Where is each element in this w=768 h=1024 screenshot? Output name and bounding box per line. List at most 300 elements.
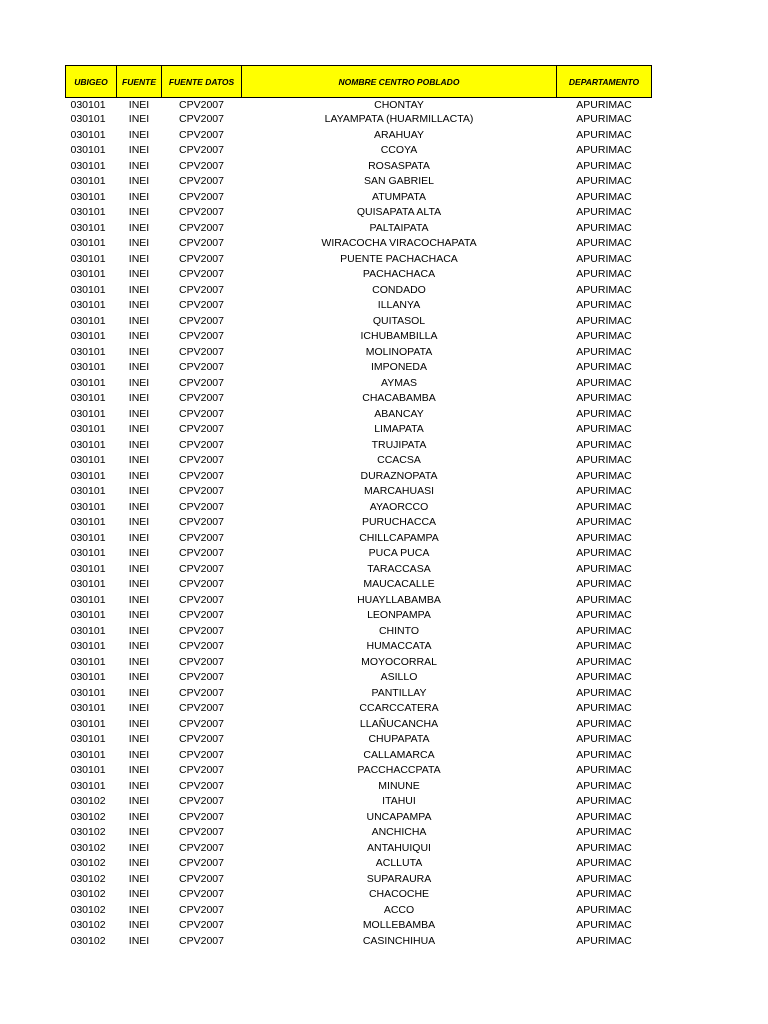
cell-nombre-centro-poblado: ILLANYA <box>377 299 421 311</box>
cell-departamento: APURIMAC <box>576 407 632 420</box>
table-row <box>66 469 652 485</box>
cell-departamento: APURIMAC <box>576 299 632 311</box>
cell-fuente-datos: CPV2007 <box>179 345 224 358</box>
cell-nombre-centro-poblado: HUMACCATA <box>366 640 432 652</box>
cell-departamento: APURIMAC <box>576 841 632 854</box>
cell-ubigeo: 030101 <box>70 237 106 249</box>
cell-ubigeo: 030101 <box>70 144 106 156</box>
cell-fuente-datos: CPV2007 <box>179 500 224 513</box>
cell-nombre-centro-poblado: PANTILLAY <box>371 686 427 699</box>
cell-nombre-centro-poblado: CHINTO <box>378 624 420 637</box>
header-ubigeo: UBIGEO <box>66 66 117 98</box>
table-row <box>66 887 652 903</box>
cell-ubigeo: 030101 <box>70 330 106 342</box>
table-row <box>66 934 652 950</box>
cell-ubigeo: 030102 <box>70 841 106 854</box>
cell-fuente-datos: CPV2007 <box>179 717 224 730</box>
cell-ubigeo: 030101 <box>70 609 106 621</box>
cell-fuente: INEI <box>128 438 150 451</box>
cell-fuente: INEI <box>128 221 150 234</box>
table-row <box>66 453 652 469</box>
cell-departamento: APURIMAC <box>576 795 632 807</box>
cell-departamento: APURIMAC <box>576 113 632 125</box>
cell-fuente: INEI <box>128 345 150 358</box>
cell-ubigeo: 030101 <box>70 252 106 265</box>
table-row <box>66 624 652 640</box>
cell-ubigeo: 030101 <box>70 764 106 776</box>
cell-fuente: INEI <box>128 562 150 575</box>
cell-departamento: APURIMAC <box>576 934 632 947</box>
cell-nombre-centro-poblado: PUCA PUCA <box>368 547 430 559</box>
cell-departamento: APURIMAC <box>576 252 632 265</box>
table-row <box>66 438 652 454</box>
cell-departamento: APURIMAC <box>576 593 632 606</box>
cell-fuente-datos: CPV2007 <box>179 128 224 141</box>
cell-nombre-centro-poblado: IMPONEDA <box>370 361 427 373</box>
cell-nombre-centro-poblado: TARACCASA <box>367 562 431 575</box>
table-row <box>66 515 652 531</box>
table-row <box>66 639 652 655</box>
cell-fuente-datos: CPV2007 <box>179 99 224 111</box>
cell-fuente-datos: CPV2007 <box>179 702 224 714</box>
table-row <box>66 825 652 841</box>
cell-departamento: APURIMAC <box>576 547 632 559</box>
cell-departamento: APURIMAC <box>576 872 632 885</box>
cell-fuente-datos: CPV2007 <box>179 175 224 187</box>
cell-fuente: INEI <box>128 857 150 869</box>
table-row <box>66 484 652 500</box>
cell-ubigeo: 030102 <box>70 826 106 838</box>
cell-departamento: APURIMAC <box>576 516 632 528</box>
cell-ubigeo: 030101 <box>70 221 106 234</box>
cell-nombre-centro-poblado: LLAÑUCANCHA <box>359 717 439 730</box>
cell-fuente-datos: CPV2007 <box>179 516 224 528</box>
cell-ubigeo: 030102 <box>70 810 106 823</box>
table-row <box>66 221 652 237</box>
cell-nombre-centro-poblado: CHUPAPATA <box>368 733 430 745</box>
cell-fuente-datos: CPV2007 <box>179 376 224 389</box>
cell-nombre-centro-poblado: PALTAIPATA <box>369 221 429 234</box>
cell-fuente: INEI <box>128 903 150 916</box>
cell-departamento: APURIMAC <box>576 562 632 575</box>
cell-ubigeo: 030101 <box>70 655 106 668</box>
cell-fuente-datos: CPV2007 <box>179 547 224 559</box>
cell-fuente-datos: CPV2007 <box>179 764 224 776</box>
cell-nombre-centro-poblado: PACHACHACA <box>362 268 436 280</box>
cell-fuente: INEI <box>128 159 150 172</box>
cell-fuente-datos: CPV2007 <box>179 779 224 792</box>
table-row <box>66 903 652 919</box>
cell-nombre-centro-poblado: ATUMPATA <box>371 190 427 203</box>
cell-ubigeo: 030102 <box>70 934 106 947</box>
cell-ubigeo: 030101 <box>70 190 106 203</box>
cell-departamento: APURIMAC <box>576 609 632 621</box>
cell-fuente-datos: CPV2007 <box>179 903 224 916</box>
cell-nombre-centro-poblado: ITAHUI <box>382 795 416 807</box>
cell-fuente: INEI <box>128 578 150 590</box>
cell-fuente-datos: CPV2007 <box>179 578 224 590</box>
cell-ubigeo: 030101 <box>70 438 106 451</box>
cell-departamento: APURIMAC <box>576 423 632 435</box>
table-row <box>66 593 652 609</box>
table-row <box>66 298 652 314</box>
cell-ubigeo: 030101 <box>70 175 106 187</box>
table-row <box>66 190 652 206</box>
cell-fuente-datos: CPV2007 <box>179 144 224 156</box>
cell-ubigeo: 030101 <box>70 283 106 296</box>
cell-departamento: APURIMAC <box>576 903 632 916</box>
cell-ubigeo: 030101 <box>70 99 106 111</box>
cell-fuente: INEI <box>128 361 150 373</box>
cell-departamento: APURIMAC <box>576 469 632 482</box>
cell-nombre-centro-poblado: MOLINOPATA <box>365 345 433 358</box>
header-fuente: FUENTE <box>117 66 162 98</box>
cell-departamento: APURIMAC <box>576 99 632 111</box>
cell-nombre-centro-poblado: MAUCACALLE <box>363 578 435 590</box>
cell-ubigeo: 030101 <box>70 345 106 358</box>
cell-fuente: INEI <box>128 252 150 265</box>
cell-fuente: INEI <box>128 454 150 466</box>
cell-nombre-centro-poblado: DURAZNOPATA <box>360 469 438 482</box>
cell-departamento: APURIMAC <box>576 175 632 187</box>
cell-fuente-datos: CPV2007 <box>179 221 224 234</box>
cell-ubigeo: 030101 <box>70 578 106 590</box>
cell-ubigeo: 030101 <box>70 392 106 404</box>
cell-nombre-centro-poblado: SUPARAURA <box>366 872 432 885</box>
table-row <box>66 128 652 144</box>
header-fuente-datos: FUENTE DATOS <box>162 66 242 98</box>
cell-departamento: APURIMAC <box>576 826 632 838</box>
cell-fuente: INEI <box>128 779 150 792</box>
table-row <box>66 391 652 407</box>
cell-nombre-centro-poblado: MARCAHUASI <box>363 485 434 497</box>
table-row <box>66 314 652 330</box>
cell-departamento: APURIMAC <box>576 237 632 249</box>
cell-fuente-datos: CPV2007 <box>179 748 224 761</box>
cell-ubigeo: 030102 <box>70 795 106 807</box>
cell-departamento: APURIMAC <box>576 686 632 699</box>
cell-fuente-datos: CPV2007 <box>179 888 224 900</box>
cell-fuente-datos: CPV2007 <box>179 314 224 327</box>
cell-ubigeo: 030101 <box>70 717 106 730</box>
table-row <box>66 329 652 345</box>
cell-departamento: APURIMAC <box>576 888 632 900</box>
cell-nombre-centro-poblado: PACCHACCPATA <box>357 764 441 776</box>
cell-fuente: INEI <box>128 609 150 621</box>
cell-departamento: APURIMAC <box>576 919 632 931</box>
table-row <box>66 546 652 562</box>
table-row <box>66 763 652 779</box>
cell-nombre-centro-poblado: ASILLO <box>380 671 418 683</box>
cell-nombre-centro-poblado: ROSASPATA <box>368 159 430 172</box>
cell-fuente-datos: CPV2007 <box>179 826 224 838</box>
cell-fuente-datos: CPV2007 <box>179 733 224 745</box>
cell-nombre-centro-poblado: CALLAMARCA <box>363 748 435 761</box>
cell-fuente: INEI <box>128 888 150 900</box>
cell-departamento: APURIMAC <box>576 733 632 745</box>
cell-departamento: APURIMAC <box>576 717 632 730</box>
cell-fuente: INEI <box>128 531 150 544</box>
cell-fuente: INEI <box>128 810 150 823</box>
cell-fuente-datos: CPV2007 <box>179 237 224 249</box>
table-row <box>66 717 652 733</box>
cell-fuente: INEI <box>128 500 150 513</box>
cell-fuente-datos: CPV2007 <box>179 593 224 606</box>
centros-poblados-table <box>65 65 652 949</box>
cell-ubigeo: 030101 <box>70 640 106 652</box>
cell-fuente-datos: CPV2007 <box>179 686 224 699</box>
cell-fuente-datos: CPV2007 <box>179 423 224 435</box>
cell-fuente: INEI <box>128 376 150 389</box>
cell-fuente: INEI <box>128 485 150 497</box>
table-row <box>66 143 652 159</box>
cell-ubigeo: 030101 <box>70 407 106 420</box>
cell-fuente-datos: CPV2007 <box>179 454 224 466</box>
cell-fuente: INEI <box>128 190 150 203</box>
cell-fuente-datos: CPV2007 <box>179 795 224 807</box>
cell-fuente: INEI <box>128 934 150 947</box>
cell-nombre-centro-poblado: HUAYLLABAMBA <box>357 593 441 606</box>
cell-fuente-datos: CPV2007 <box>179 159 224 172</box>
cell-fuente: INEI <box>128 547 150 559</box>
table-row <box>66 500 652 516</box>
cell-ubigeo: 030101 <box>70 702 106 714</box>
cell-nombre-centro-poblado: CHILLCAPAMPA <box>359 531 439 544</box>
cell-nombre-centro-poblado: CHONTAY <box>374 99 424 111</box>
cell-nombre-centro-poblado: ACLLUTA <box>375 857 423 869</box>
table-row <box>66 345 652 361</box>
cell-fuente: INEI <box>128 283 150 296</box>
cell-nombre-centro-poblado: MOLLEBAMBA <box>362 919 436 931</box>
cell-fuente-datos: CPV2007 <box>179 252 224 265</box>
cell-nombre-centro-poblado: PUENTE PACHACHACA <box>340 252 458 265</box>
cell-departamento: APURIMAC <box>576 221 632 234</box>
cell-departamento: APURIMAC <box>576 314 632 327</box>
cell-fuente: INEI <box>128 237 150 249</box>
cell-fuente: INEI <box>128 99 150 111</box>
cell-fuente-datos: CPV2007 <box>179 934 224 947</box>
cell-fuente: INEI <box>128 407 150 420</box>
cell-departamento: APURIMAC <box>576 810 632 823</box>
cell-departamento: APURIMAC <box>576 764 632 776</box>
table-row <box>66 407 652 423</box>
table-row <box>66 360 652 376</box>
cell-fuente: INEI <box>128 299 150 311</box>
cell-fuente: INEI <box>128 206 150 218</box>
cell-departamento: APURIMAC <box>576 531 632 544</box>
table-row <box>66 422 652 438</box>
table-row <box>66 267 652 283</box>
cell-departamento: APURIMAC <box>576 500 632 513</box>
cell-fuente-datos: CPV2007 <box>179 438 224 451</box>
cell-ubigeo: 030101 <box>70 113 106 125</box>
cell-ubigeo: 030101 <box>70 531 106 544</box>
cell-fuente-datos: CPV2007 <box>179 872 224 885</box>
cell-fuente-datos: CPV2007 <box>179 841 224 854</box>
cell-departamento: APURIMAC <box>576 748 632 761</box>
cell-fuente-datos: CPV2007 <box>179 624 224 637</box>
cell-ubigeo: 030101 <box>70 779 106 792</box>
cell-departamento: APURIMAC <box>576 624 632 637</box>
cell-fuente-datos: CPV2007 <box>179 531 224 544</box>
cell-fuente-datos: CPV2007 <box>179 469 224 482</box>
cell-fuente-datos: CPV2007 <box>179 190 224 203</box>
cell-ubigeo: 030101 <box>70 454 106 466</box>
cell-fuente-datos: CPV2007 <box>179 655 224 668</box>
cell-fuente: INEI <box>128 655 150 668</box>
cell-departamento: APURIMAC <box>576 485 632 497</box>
cell-fuente: INEI <box>128 175 150 187</box>
cell-fuente: INEI <box>128 640 150 652</box>
cell-departamento: APURIMAC <box>576 779 632 792</box>
cell-departamento: APURIMAC <box>576 376 632 389</box>
cell-ubigeo: 030101 <box>70 686 106 699</box>
header-departamento: DEPARTAMENTO <box>557 66 652 98</box>
cell-fuente-datos: CPV2007 <box>179 640 224 652</box>
cell-departamento: APURIMAC <box>576 671 632 683</box>
cell-fuente: INEI <box>128 872 150 885</box>
cell-ubigeo: 030101 <box>70 500 106 513</box>
cell-departamento: APURIMAC <box>576 578 632 590</box>
cell-fuente: INEI <box>128 113 150 125</box>
cell-fuente: INEI <box>128 330 150 342</box>
cell-departamento: APURIMAC <box>576 283 632 296</box>
cell-fuente-datos: CPV2007 <box>179 206 224 218</box>
table-row <box>66 205 652 221</box>
table-row <box>66 577 652 593</box>
cell-fuente: INEI <box>128 671 150 683</box>
cell-fuente: INEI <box>128 314 150 327</box>
cell-ubigeo: 030101 <box>70 671 106 683</box>
cell-ubigeo: 030101 <box>70 593 106 606</box>
cell-ubigeo: 030101 <box>70 624 106 637</box>
cell-nombre-centro-poblado: QUITASOL <box>372 314 426 327</box>
table-row <box>66 856 652 872</box>
cell-fuente: INEI <box>128 702 150 714</box>
cell-nombre-centro-poblado: ANCHICHA <box>371 826 427 838</box>
cell-fuente-datos: CPV2007 <box>179 671 224 683</box>
table-header <box>66 66 652 98</box>
cell-ubigeo: 030101 <box>70 206 106 218</box>
table-row <box>66 732 652 748</box>
cell-nombre-centro-poblado: ABANCAY <box>374 407 424 420</box>
cell-fuente-datos: CPV2007 <box>179 562 224 575</box>
table-row <box>66 872 652 888</box>
cell-ubigeo: 030101 <box>70 423 106 435</box>
cell-departamento: APURIMAC <box>576 144 632 156</box>
cell-fuente-datos: CPV2007 <box>179 857 224 869</box>
table-row <box>66 701 652 717</box>
cell-nombre-centro-poblado: ICHUBAMBILLA <box>360 330 438 342</box>
cell-fuente: INEI <box>128 686 150 699</box>
table-row <box>66 174 652 190</box>
table-row <box>66 655 652 671</box>
cell-fuente-datos: CPV2007 <box>179 330 224 342</box>
header-row <box>66 66 652 98</box>
cell-fuente: INEI <box>128 392 150 404</box>
cell-nombre-centro-poblado: ACCO <box>383 903 415 916</box>
table-row <box>66 283 652 299</box>
cell-nombre-centro-poblado: PURUCHACCA <box>361 516 437 528</box>
cell-nombre-centro-poblado: AYMAS <box>381 376 417 389</box>
cell-ubigeo: 030102 <box>70 872 106 885</box>
table-row <box>66 531 652 547</box>
cell-ubigeo: 030101 <box>70 299 106 311</box>
table-row <box>66 794 652 810</box>
cell-nombre-centro-poblado: AYAORCCO <box>369 500 429 513</box>
table-row <box>66 686 652 702</box>
table-row <box>66 748 652 764</box>
cell-fuente: INEI <box>128 919 150 931</box>
cell-fuente-datos: CPV2007 <box>179 299 224 311</box>
cell-fuente: INEI <box>128 748 150 761</box>
cell-nombre-centro-poblado: CCACSA <box>377 454 421 466</box>
cell-ubigeo: 030101 <box>70 361 106 373</box>
cell-departamento: APURIMAC <box>576 392 632 404</box>
header-nombre-centro-poblado: NOMBRE CENTRO POBLADO <box>242 66 557 98</box>
cell-ubigeo: 030101 <box>70 485 106 497</box>
cell-nombre-centro-poblado: CONDADO <box>372 283 426 296</box>
table-row <box>66 236 652 252</box>
cell-ubigeo: 030101 <box>70 516 106 528</box>
cell-nombre-centro-poblado: CHACOCHE <box>368 888 430 900</box>
cell-ubigeo: 030101 <box>70 733 106 745</box>
cell-fuente: INEI <box>128 717 150 730</box>
cell-fuente-datos: CPV2007 <box>179 609 224 621</box>
table-body <box>66 98 652 950</box>
cell-ubigeo: 030102 <box>70 888 106 900</box>
cell-fuente: INEI <box>128 826 150 838</box>
table-row <box>66 252 652 268</box>
cell-fuente: INEI <box>128 423 150 435</box>
table-row <box>66 918 652 934</box>
cell-fuente-datos: CPV2007 <box>179 485 224 497</box>
cell-ubigeo: 030102 <box>70 903 106 916</box>
cell-ubigeo: 030101 <box>70 128 106 141</box>
table-row <box>66 841 652 857</box>
cell-fuente-datos: CPV2007 <box>179 268 224 280</box>
cell-nombre-centro-poblado: CCOYA <box>380 144 418 156</box>
cell-fuente: INEI <box>128 144 150 156</box>
cell-ubigeo: 030101 <box>70 314 106 327</box>
cell-fuente-datos: CPV2007 <box>179 113 224 125</box>
cell-fuente: INEI <box>128 593 150 606</box>
cell-departamento: APURIMAC <box>576 159 632 172</box>
cell-fuente: INEI <box>128 733 150 745</box>
table-row <box>66 159 652 175</box>
cell-fuente: INEI <box>128 128 150 141</box>
cell-fuente: INEI <box>128 764 150 776</box>
cell-departamento: APURIMAC <box>576 190 632 203</box>
cell-nombre-centro-poblado: CCARCCATERA <box>359 702 439 714</box>
cell-nombre-centro-poblado: TRUJIPATA <box>371 438 427 451</box>
cell-fuente: INEI <box>128 268 150 280</box>
table-row <box>66 376 652 392</box>
cell-ubigeo: 030101 <box>70 159 106 172</box>
cell-nombre-centro-poblado: CASINCHIHUA <box>362 934 436 947</box>
cell-fuente-datos: CPV2007 <box>179 283 224 296</box>
cell-fuente-datos: CPV2007 <box>179 392 224 404</box>
cell-fuente: INEI <box>128 795 150 807</box>
cell-nombre-centro-poblado: UNCAPAMPA <box>366 810 432 823</box>
cell-departamento: APURIMAC <box>576 640 632 652</box>
cell-ubigeo: 030101 <box>70 547 106 559</box>
cell-departamento: APURIMAC <box>576 702 632 714</box>
cell-departamento: APURIMAC <box>576 206 632 218</box>
cell-departamento: APURIMAC <box>576 361 632 373</box>
cell-nombre-centro-poblado: WIRACOCHA VIRACOCHAPATA <box>321 237 477 249</box>
cell-fuente: INEI <box>128 841 150 854</box>
